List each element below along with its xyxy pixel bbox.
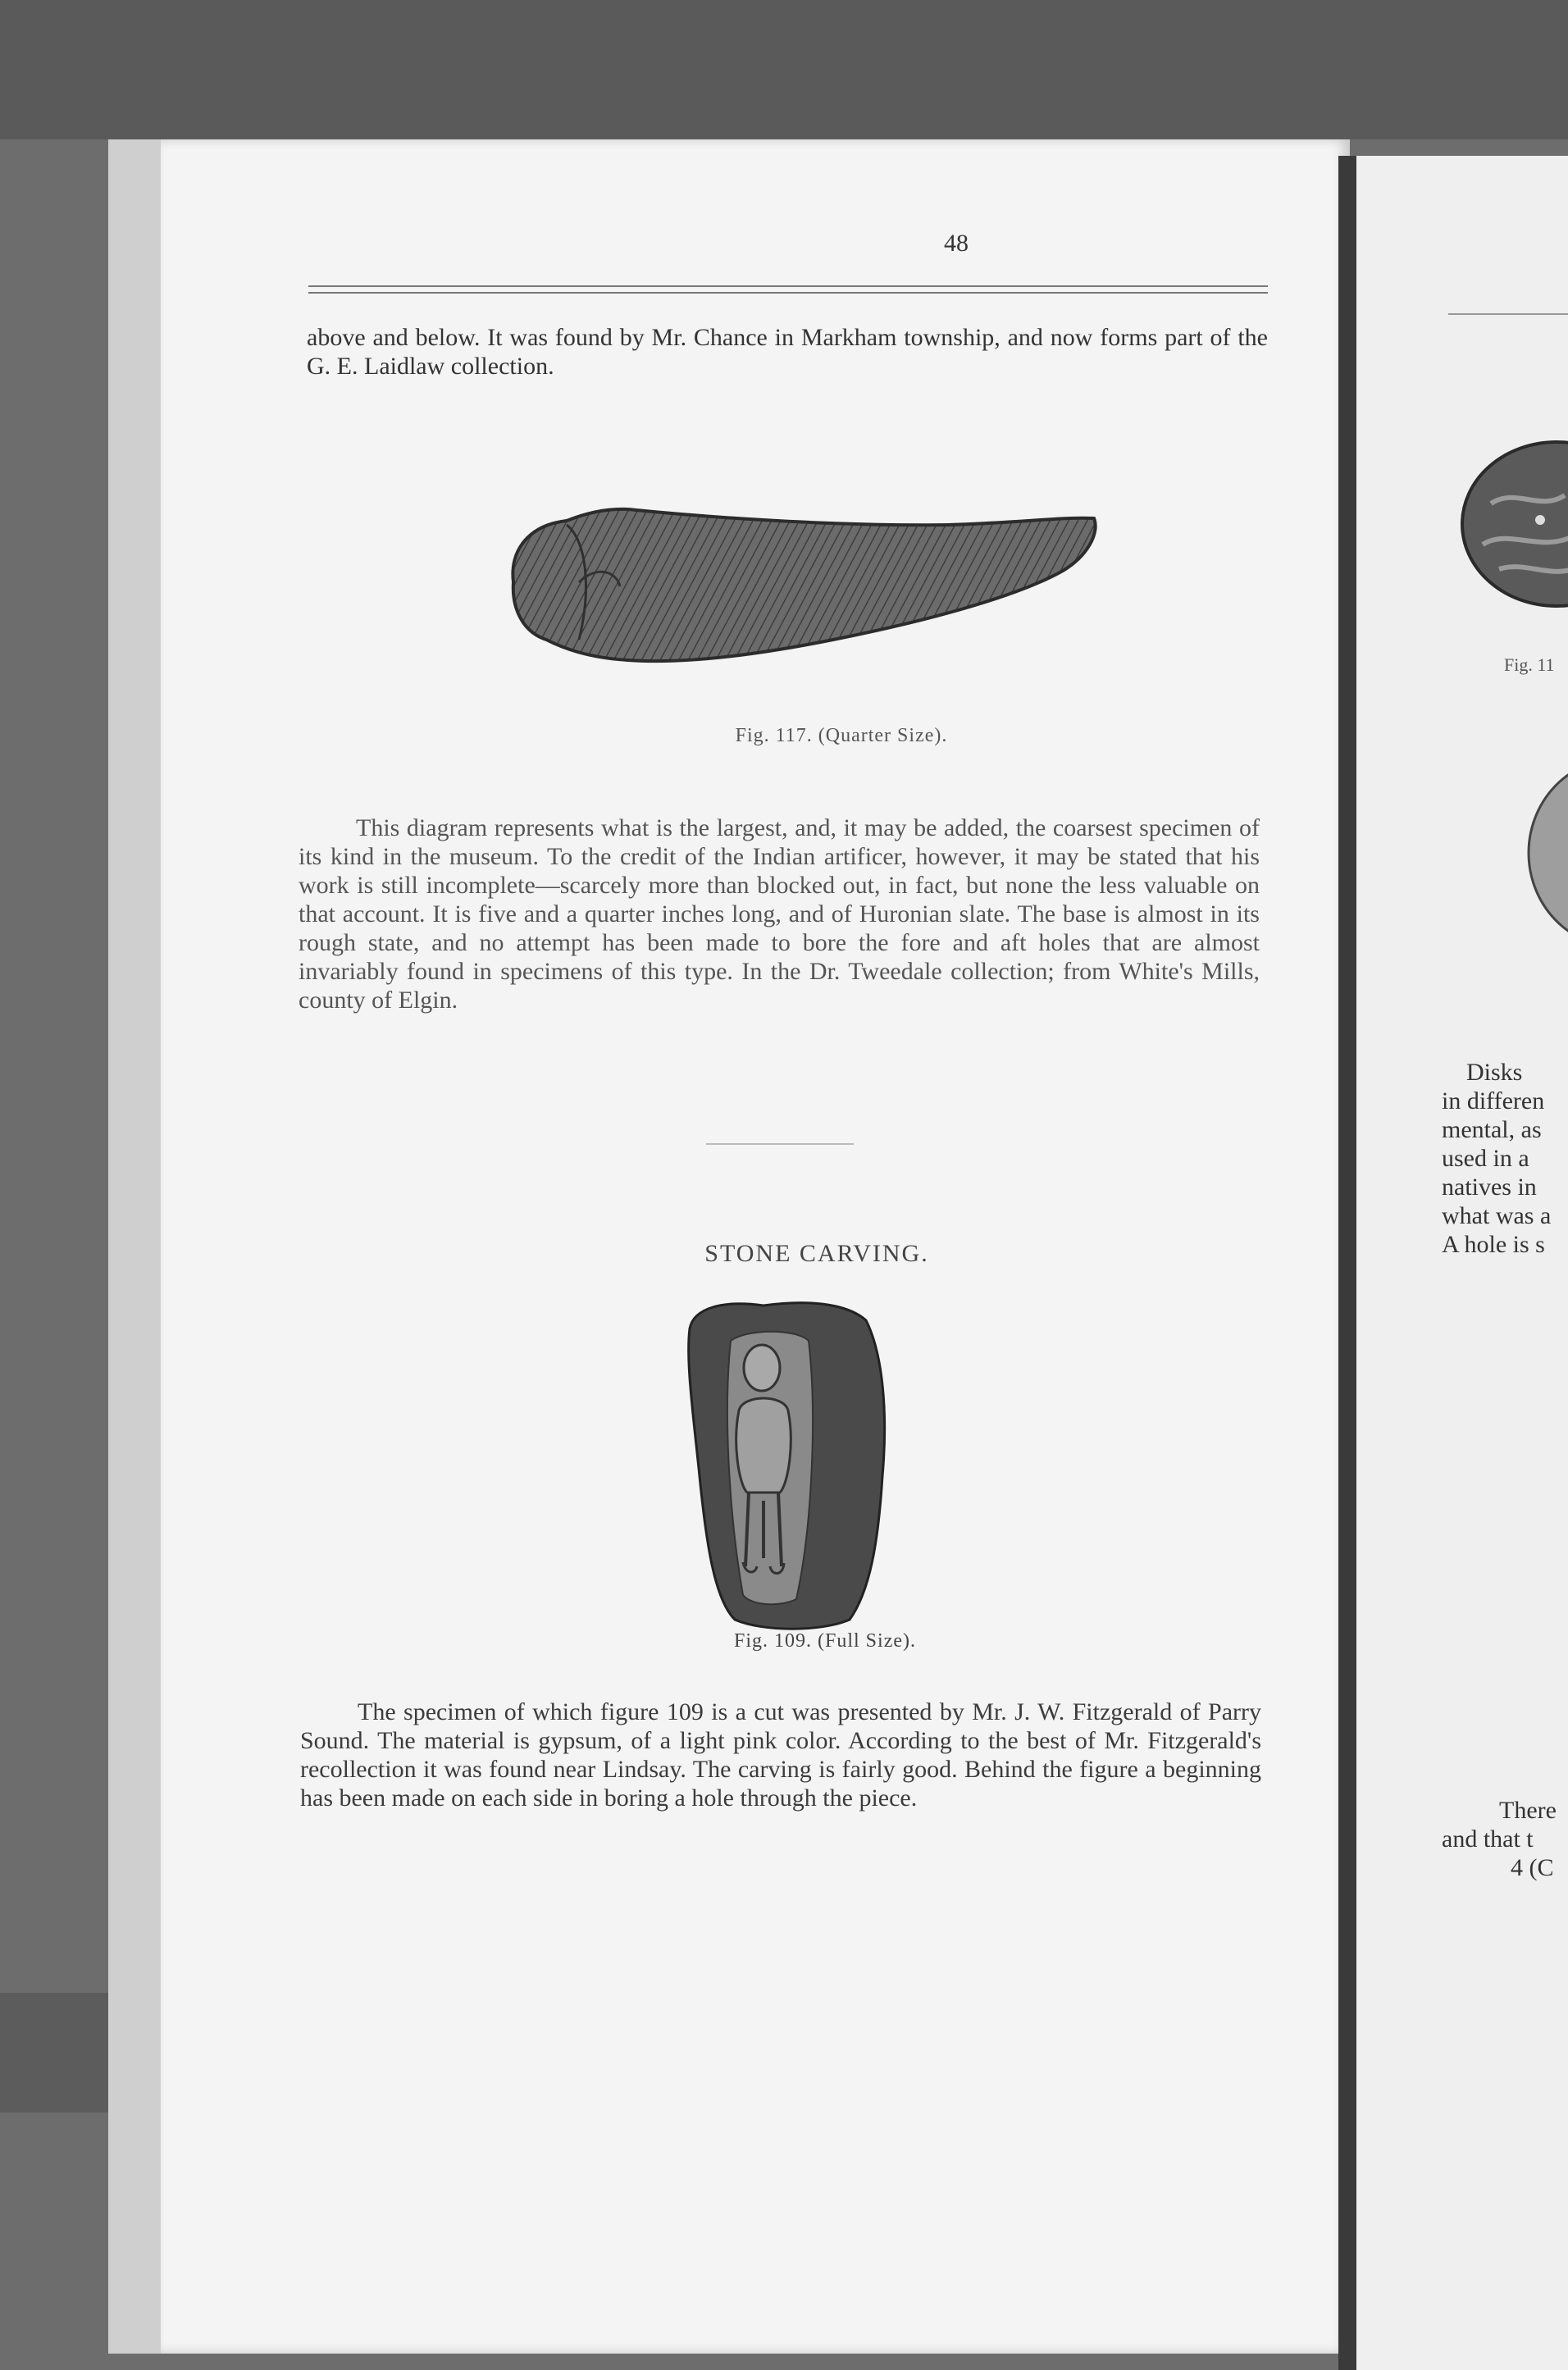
- right-bottom-line: There: [1499, 1797, 1557, 1824]
- stone-disk-figure: [1458, 438, 1568, 610]
- right-bottom-line: 4 (C: [1511, 1854, 1554, 1881]
- right-text-line: in differen: [1442, 1087, 1545, 1114]
- right-page: [1356, 156, 1568, 2370]
- right-page-bottom-fragments: [1442, 1796, 1568, 1882]
- page-number: 48: [944, 230, 969, 257]
- right-text-line: natives in: [1442, 1174, 1537, 1201]
- right-text-line: what was a: [1442, 1202, 1552, 1229]
- right-header-rule: [1448, 313, 1568, 315]
- header-rule: [308, 285, 1268, 294]
- book-gutter: [1338, 156, 1356, 2370]
- stone-disk-figure-2: [1520, 754, 1568, 951]
- right-text-line: used in a: [1442, 1145, 1529, 1172]
- right-figure-caption-fragment: Fig. 11: [1504, 654, 1555, 675]
- right-bottom-line: and that t: [1442, 1825, 1534, 1853]
- right-page-text-fragments: [1442, 1058, 1568, 1259]
- left-page: [161, 139, 1350, 2354]
- specimen-paragraph: The specimen of which figure 109 is a cut was presented by Mr. J. W. Fitzgerald of Parry Sound. The material is gypsum, of a light pink color. According to the best of Mr. Fitzgerald's recollection it was found near Lindsay. The carving is fairly good. Behind the figure a beginning has been made on each side in boring a hole through the piece.: [300, 1698, 1261, 1812]
- right-text-line: Disks: [1466, 1059, 1523, 1086]
- slate-birdstone-figure: [489, 492, 1104, 672]
- figure-109-caption: Fig. 109. (Full Size).: [733, 1630, 916, 1652]
- scan-backdrop-top: [0, 0, 1568, 139]
- section-divider: [706, 1143, 854, 1145]
- figure-117-caption: Fig. 117. (Quarter Size).: [735, 725, 948, 746]
- right-text-line: A hole is s: [1442, 1231, 1545, 1258]
- stone-carving-figure: [673, 1296, 895, 1632]
- right-text-line: mental, as: [1442, 1116, 1542, 1143]
- section-heading: STONE CARVING.: [704, 1240, 929, 1267]
- diagram-paragraph: This diagram represents what is the largest, and, it may be added, the coarsest specimen of its kind in the museum. To the credit of the Indian artificer, however, it may be stated that his work is still incomplete—scarcely more than blocked out, in fact, but none the less valuable on that account. It is five and a quarter inches long, and of Huronian slate. The base is almost in its rough state, and no attempt has been made to bore the fore and aft holes that are almost invariably found in specimens of this type. In the Dr. Tweedale collection; from White's Mills, county of Elgin.: [299, 814, 1260, 1014]
- continuation-paragraph: above and below. It was found by Mr. Chance in Markham township, and now forms part of the G. E. Laidlaw collection.: [307, 324, 1268, 380]
